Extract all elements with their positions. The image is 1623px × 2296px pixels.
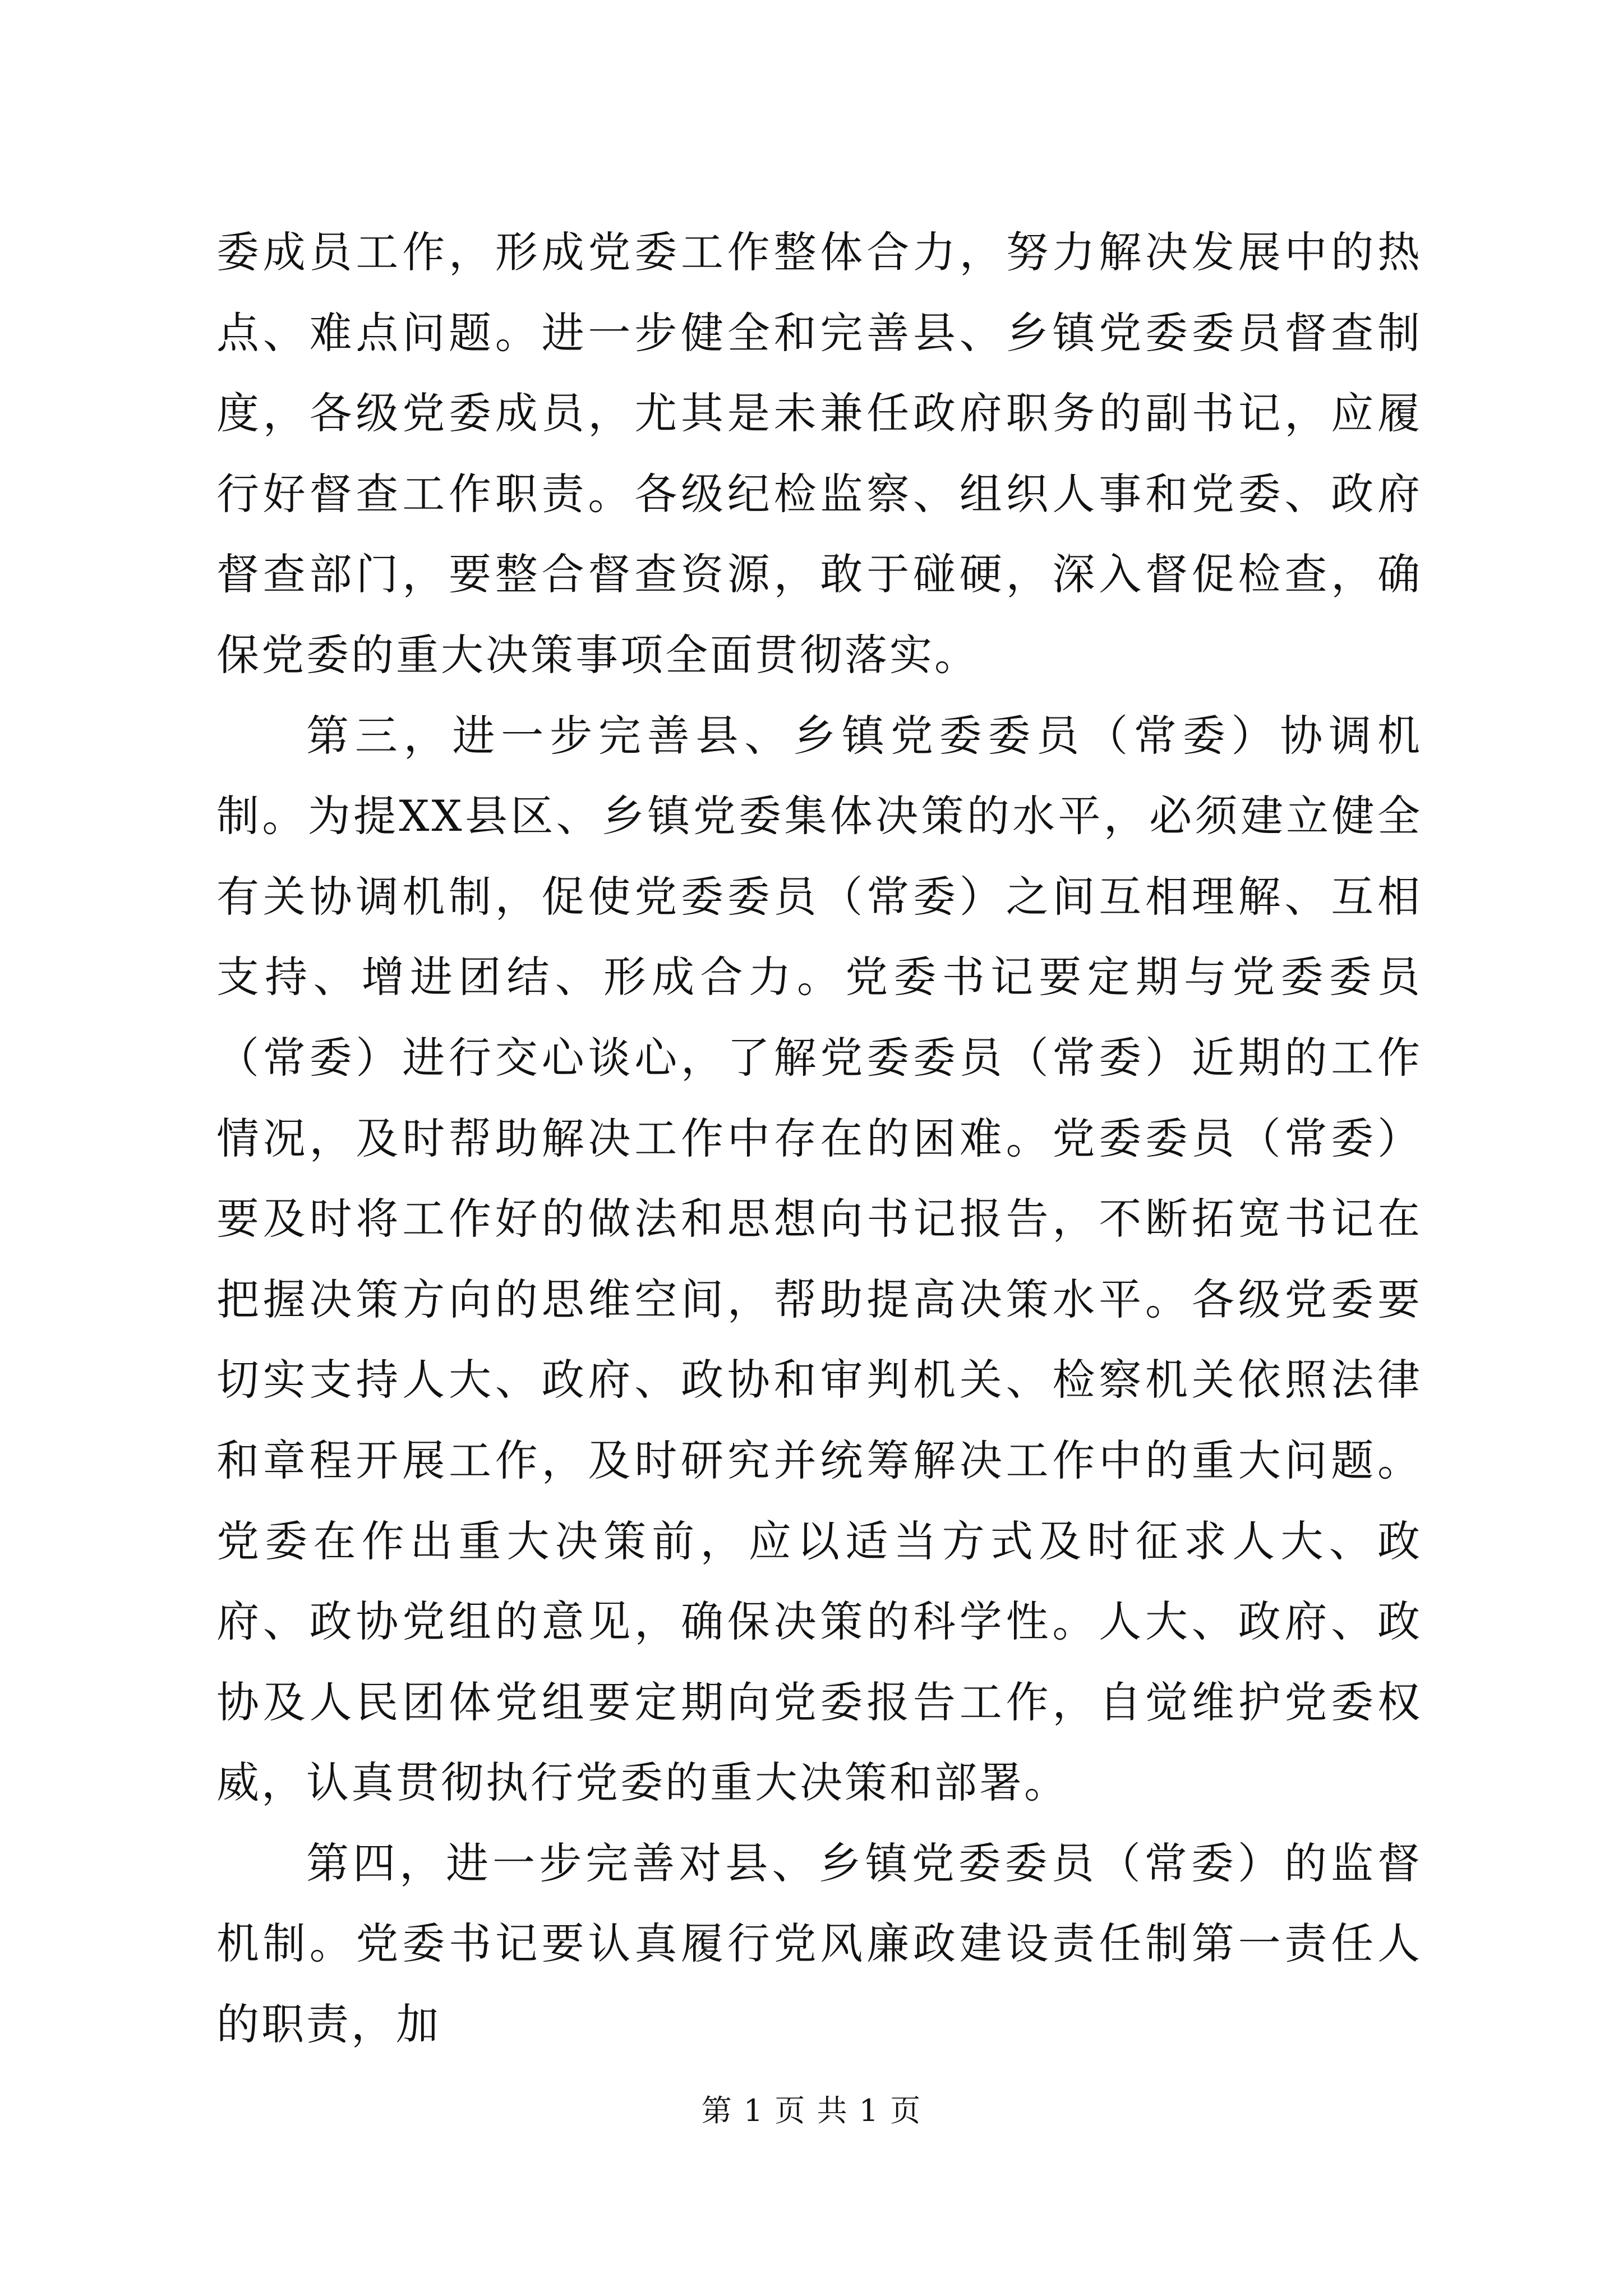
paragraph-fourth-point: 第四，进一步完善对县、乡镇党委委员（常委）的监督机制。党委书记要认真履行党风廉政建设责任制第一责任人的职责，加 <box>216 1838 1422 2050</box>
page-footer: 第 1 页 共 1 页 <box>701 2093 922 2128</box>
paragraph-continuation: 委成员工作，形成党委工作整体合力，努力解决发展中的热点、难点问题。进一步健全和完善县、乡镇党委委员督查制度，各级党委成员，尤其是未兼任政府职务的副书记，应履行好督查工作职责。各级纪检监察、组织人事和党委、政府督查部门，要整合督查资源，敢于碰硬，深入督促检查，确保党委的重大决策事项全面贯彻落实。 <box>216 227 1422 680</box>
body-text <box>216 212 1422 2065</box>
paragraph-third-point: 第三，进一步完善县、乡镇党委委员（常委）协调机制。为提XX县区、乡镇党委集体决策的水平，必须建立健全有关协调机制，促使党委委员（常委）之间互相理解、互相支持、增进团结、形成合力。党委书记要定期与党委委员（常委）进行交心谈心，了解党委委员（常委）近期的工作情况，及时帮助解决工作中存在的困难。党委委员（常委）要及时将工作好的做法和思想向书记报告，不断拓宽书记在把握决策方向的思维空间，帮助提高决策水平。各级党委要切实支持人大、政府、政协和审判机关、检察机关依照法律和章程开展工作，及时研究并统筹解决工作中的重大问题。党委在作出重大决策前，应以适当方式及时征求人大、政府、政协党组的意见，确保决策的科学性。人大、政府、政协及人民团体党组要定期向党委报告工作，自觉维护党委权威，认真贯彻执行党委的重大决策和部署。 <box>216 710 1422 1808</box>
